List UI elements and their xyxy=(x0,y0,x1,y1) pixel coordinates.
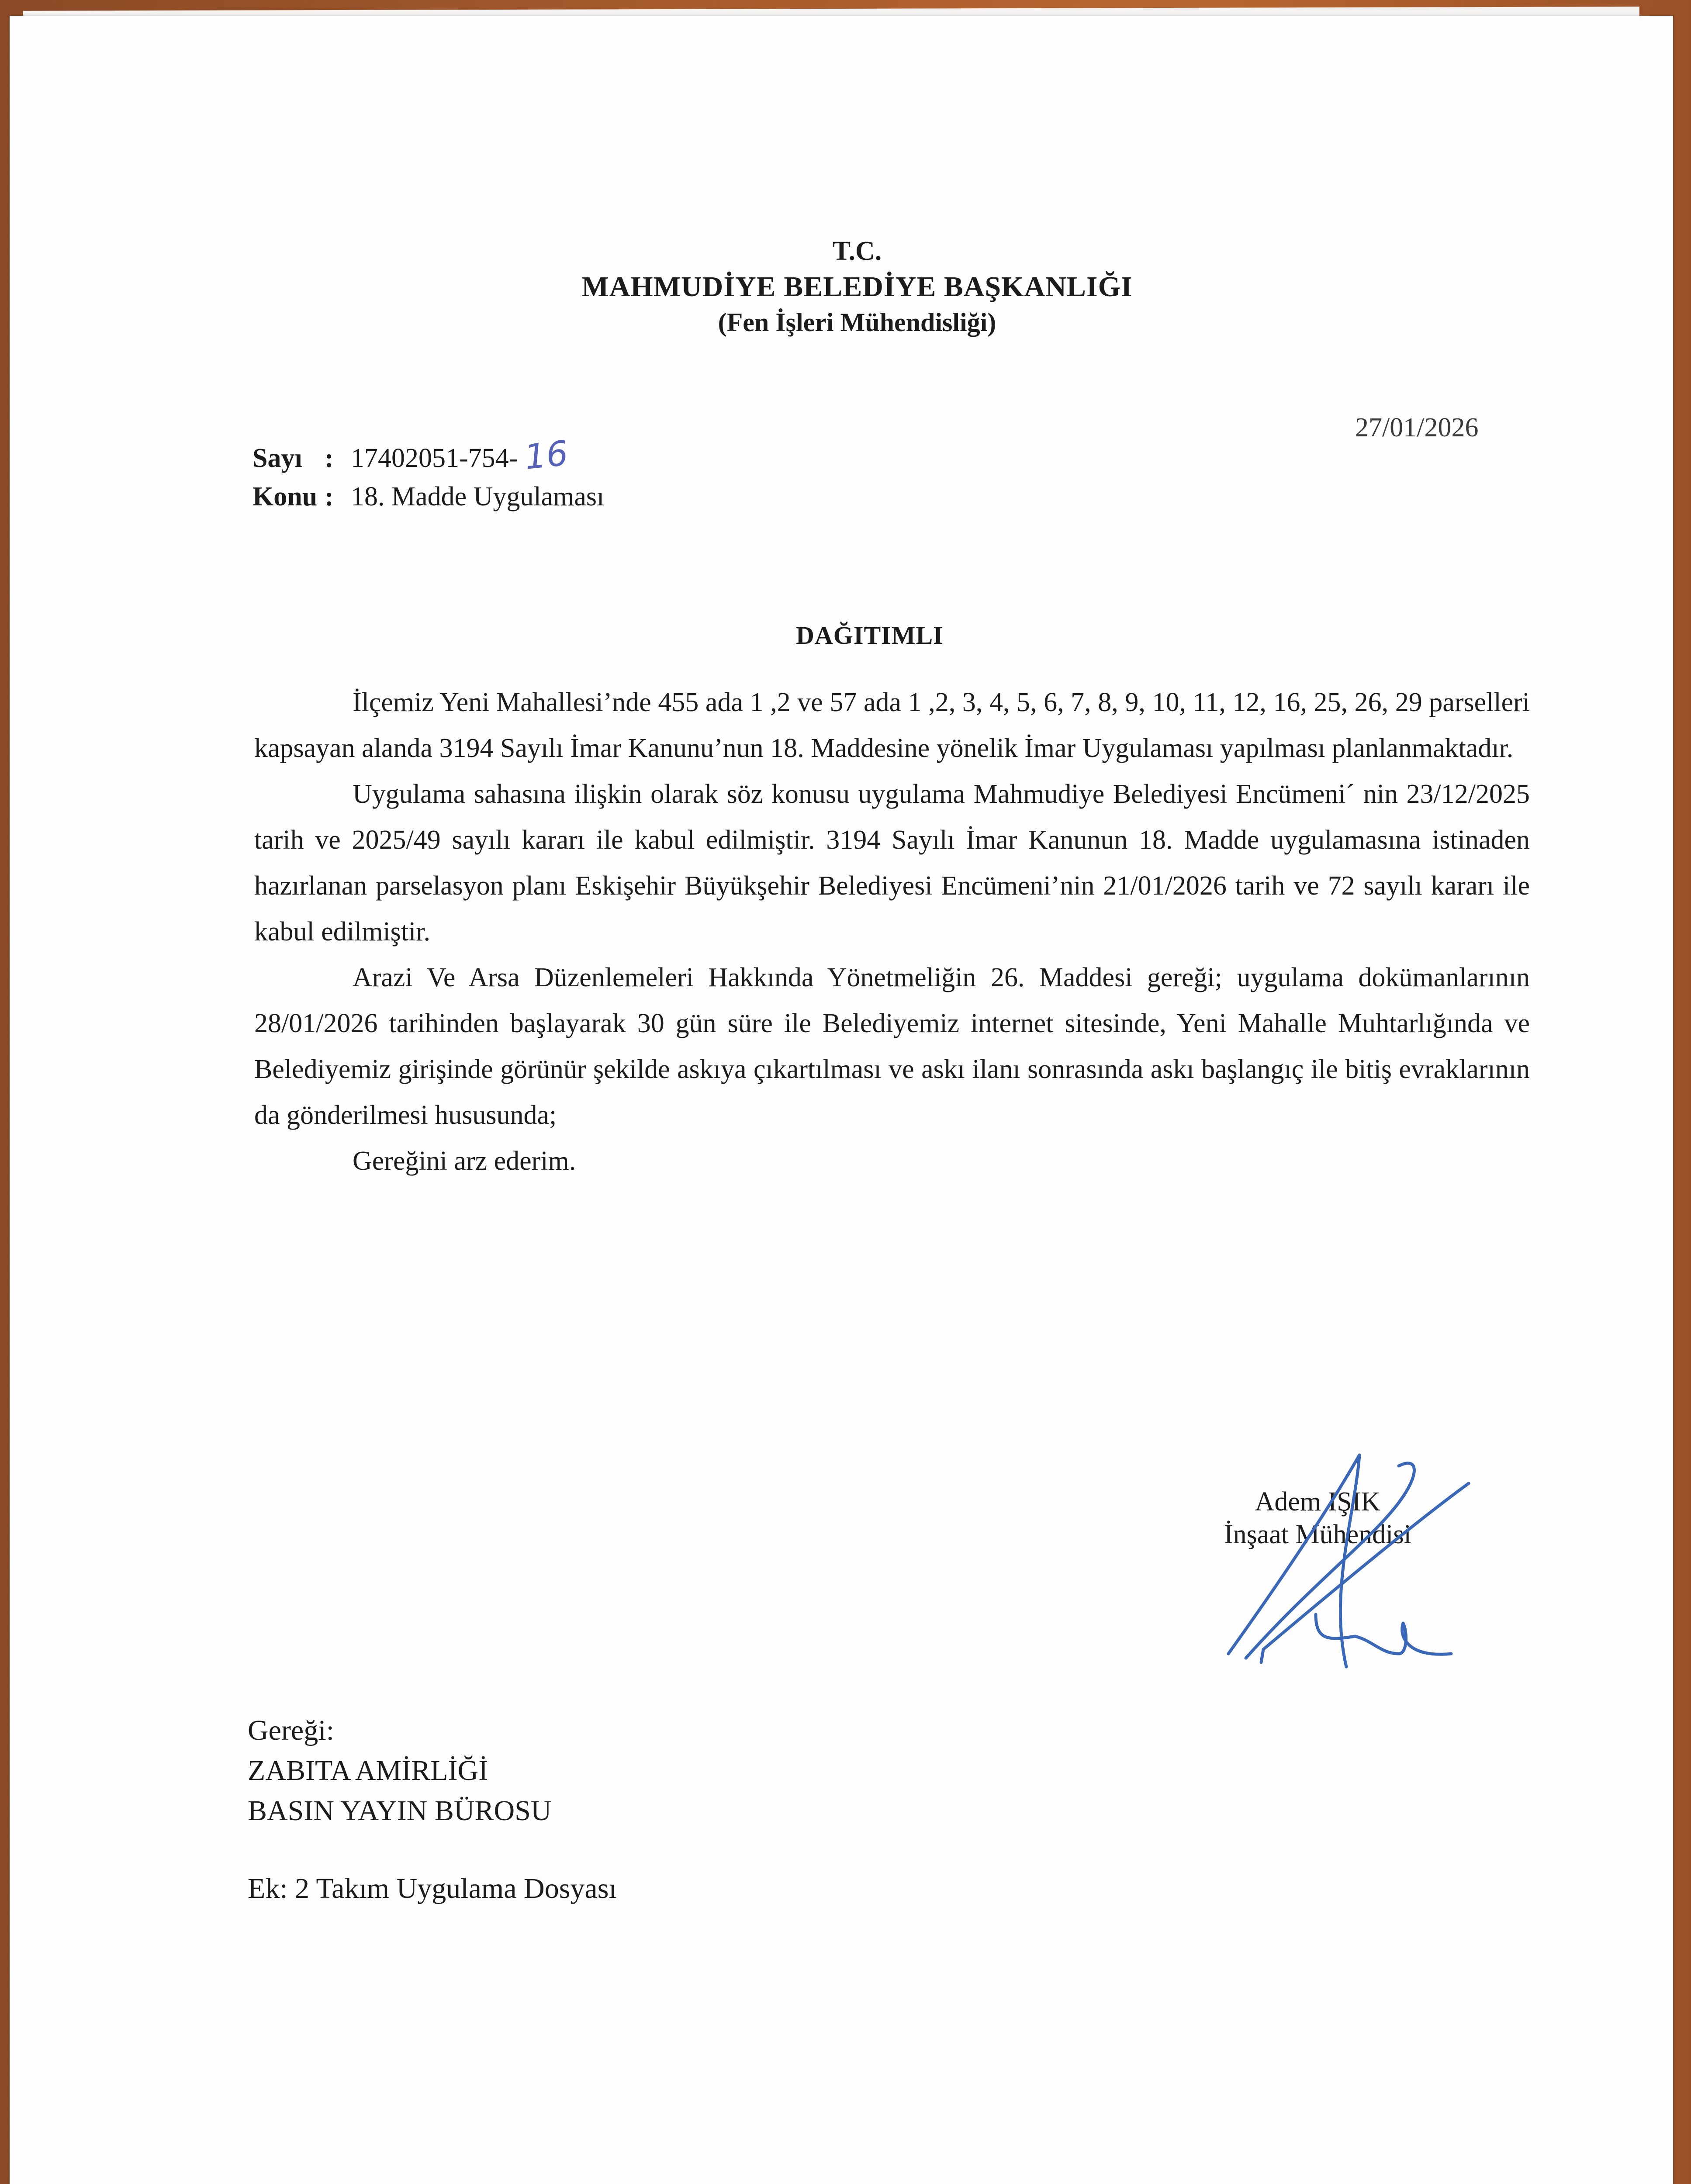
body-paragraph: Uygulama sahasına ilişkin olarak söz konusu uygulama Mahmudiye Belediyesi Encümeni´ nin 23/12/2025 tarih ve 2025/49 sayılı kararı ile kabul edilmiştir. 3194 Sayılı İmar Kanunun 18. Madde uygulamasına istinaden hazırlanan parselasyon planı Eskişehir Büyükşehir Belediyesi Encümeni’nin 21/01/2026 tarih ve 72 sayılı kararı ile kabul edilmiştir. xyxy=(254,779,1530,947)
document-meta xyxy=(252,433,604,515)
reference-number-colon: : xyxy=(325,443,334,473)
handwritten-signature-icon xyxy=(1215,1448,1547,1676)
subject-value: 18. Madde Uygulaması xyxy=(351,482,605,512)
distribution-list xyxy=(248,1711,552,1831)
attachment-note: Ek: 2 Takım Uygulama Dosyası xyxy=(248,1873,617,1904)
signature-stroke xyxy=(1316,1614,1451,1654)
distribution-recipient: BASIN YAYIN BÜROSU xyxy=(248,1795,552,1827)
signature-block xyxy=(1224,1486,1411,1551)
letterhead-organization: MAHMUDİYE BELEDİYE BAŞKANLIĞI xyxy=(581,271,1133,303)
reference-number-row xyxy=(252,433,604,479)
handwritten-number: 16 xyxy=(522,434,570,477)
body-paragraph: İlçemiz Yeni Mahallesi’nde 455 ada 1 ,2 ve 57 ada 1 ,2, 3, 4, 5, 6, 7, 8, 9, 10, 11, 12, 16, 25, 26, 29 parselleri kapsayan alanda 3194 Sayılı İmar Kanunu’nun 18. Maddesine yönelik İmar Uygulaması yapılması planlanmaktadır. xyxy=(254,688,1530,763)
signatory-name: Adem IŞIK xyxy=(1255,1487,1381,1517)
reference-number-label: Sayı xyxy=(252,443,302,473)
subject-row xyxy=(252,479,604,515)
distribution-label: Gereği: xyxy=(248,1714,334,1746)
distribution-recipient: ZABITA AMİRLİĞİ xyxy=(248,1755,488,1787)
reference-number-value: 17402051-754- xyxy=(351,443,518,473)
distribution-heading: DAĞITIMLI xyxy=(796,621,944,650)
subject-label: Konu xyxy=(252,482,318,512)
subject-colon: : xyxy=(325,482,334,512)
document-date: 27/01/2026 xyxy=(1355,413,1479,442)
document-page xyxy=(10,16,1673,2184)
letterhead xyxy=(0,234,1691,339)
closing-line: Gereğini arz ederim. xyxy=(353,1146,576,1176)
body-paragraph: Arazi Ve Arsa Düzenlemeleri Hakkında Yönetmeliğin 26. Maddesi gereği; uygulama dokümanlarının 28/01/2026 tarihinden başlayarak 30 gün süre ile Belediyemiz internet sitesinde, Yeni Mahalle Muhtarlığında ve Belediyemiz girişinde görünür şekilde askıya çıkartılması ve askı ilanı sonrasında askı başlangıç ile bitiş evraklarının da gönderilmesi hususunda; xyxy=(254,963,1530,1130)
letter-body xyxy=(254,680,1530,1184)
letterhead-department: (Fen İşleri Mühendisliği) xyxy=(718,308,996,337)
letterhead-line-tc: T.C. xyxy=(832,236,882,266)
signature-stroke xyxy=(1228,1455,1359,1654)
signatory-title: İnşaat Mühendisi xyxy=(1224,1520,1411,1549)
